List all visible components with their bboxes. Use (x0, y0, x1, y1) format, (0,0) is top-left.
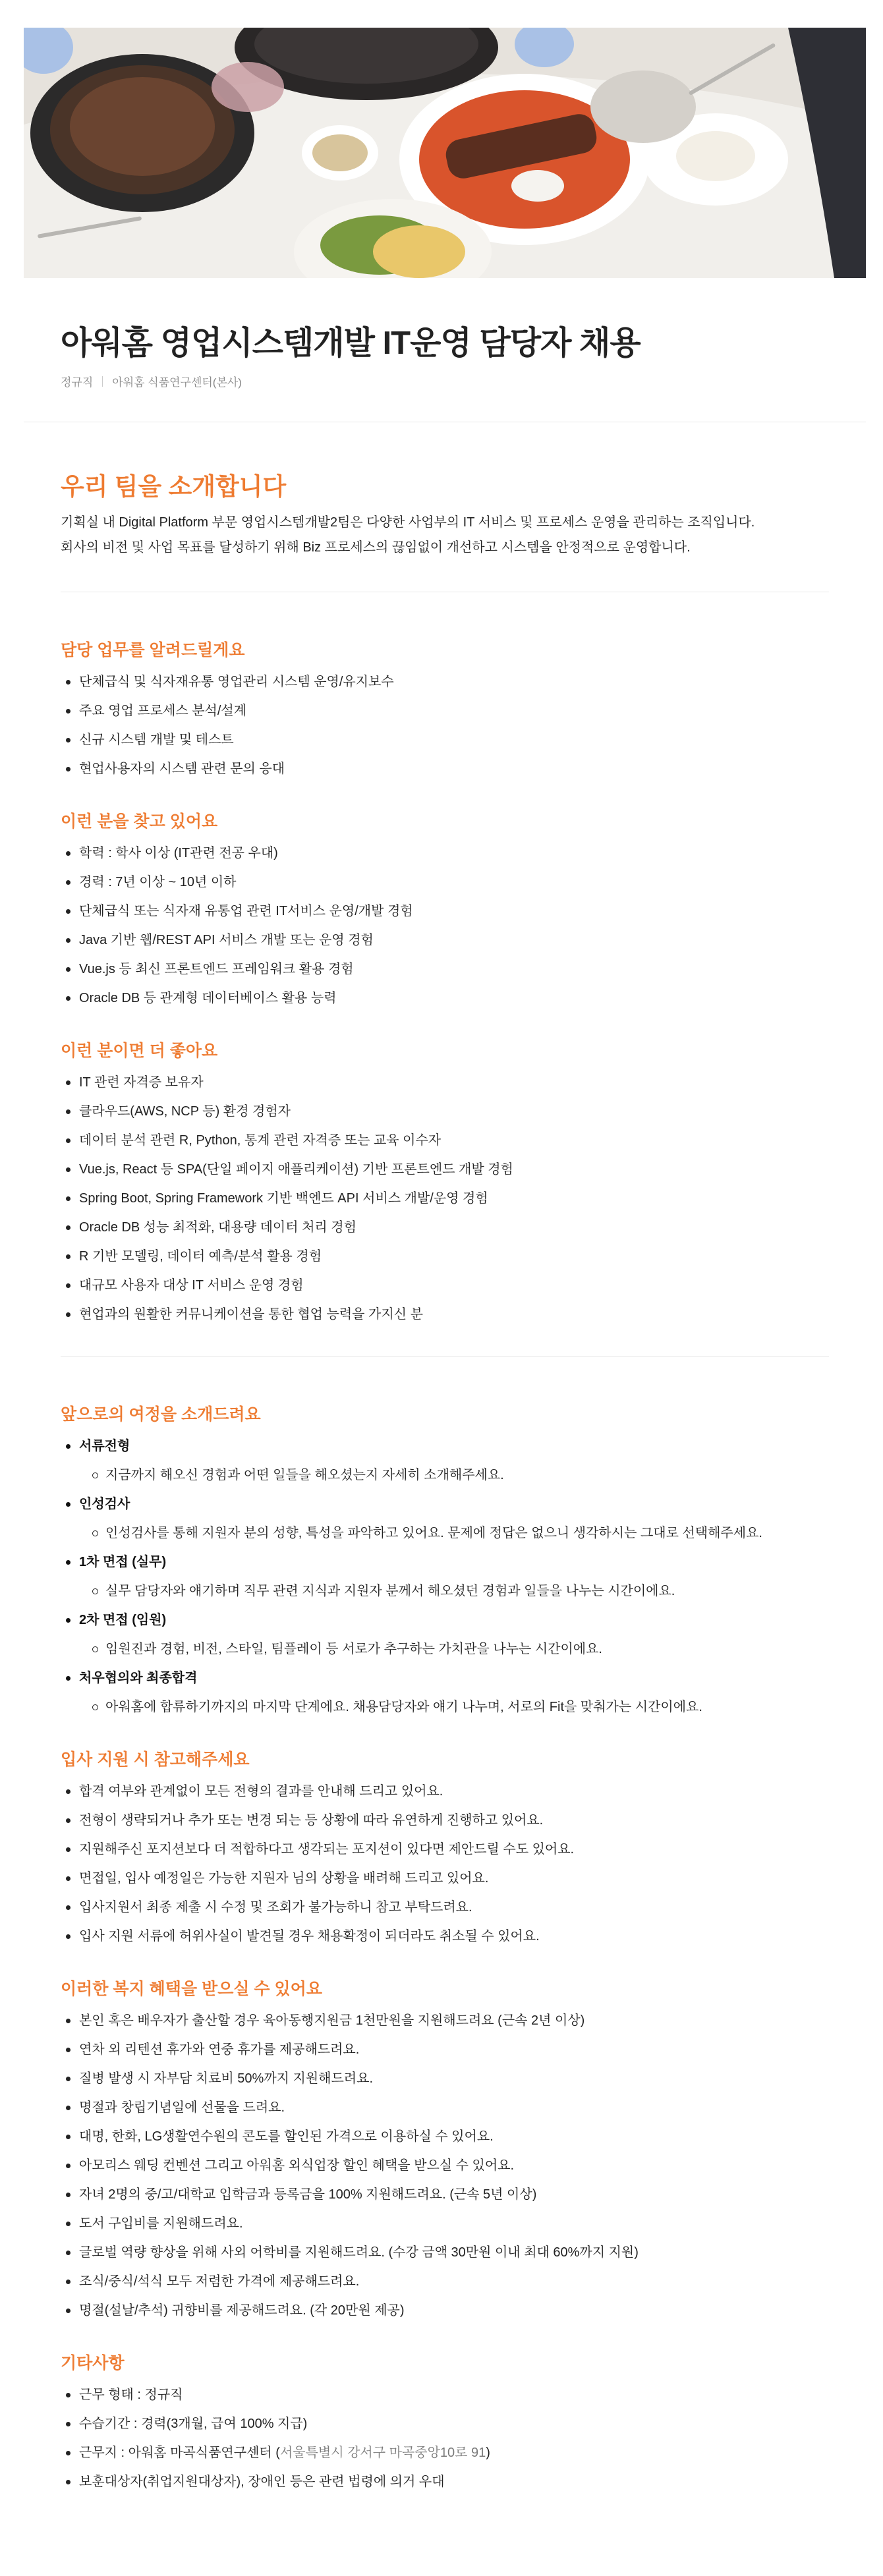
notes-list (61, 1777, 574, 1951)
process-step-desc: 실무 담당자와 얘기하며 직무 관련 지식과 지원자 분께서 해오셨던 경험과 일들을 나누는 시간이에요. (61, 1577, 762, 1606)
list-item: 자녀 2명의 중/고/대학교 입학금과 등록금을 100% 지원해드려요. (근속 5년 이상) (61, 2180, 639, 2209)
preferred-list (61, 1068, 513, 1329)
list-item: Spring Boot, Spring Framework 기반 백엔드 API 서비스 개발/운영 경험 (61, 1184, 513, 1213)
job-meta (61, 373, 242, 389)
list-item: IT 관련 자격증 보유자 (61, 1068, 513, 1097)
workplace-label: 근무지 : 아워홈 마곡식품연구센터 ( (79, 2446, 280, 2460)
list-item: R 기반 모델링, 데이터 예측/분석 활용 경험 (61, 1242, 513, 1271)
preferred-heading: 이런 분이면 더 좋아요 (61, 1042, 218, 1060)
work-type: 근무 형태 : 정규직 (61, 2380, 490, 2409)
other-heading: 기타사항 (61, 2354, 125, 2372)
intro-heading: 우리 팀을 소개합니다 (61, 473, 287, 500)
list-item: 전형이 생략되거나 추가 또는 변경 되는 등 상황에 따라 유연하게 진행하고 있어요. (61, 1806, 574, 1835)
list-item: 질병 발생 시 자부담 치료비 50%까지 지원해드려요. (61, 2064, 639, 2093)
page-title: 아워홈 영업시스템개발 IT운영 담당자 채용 (61, 325, 641, 361)
workplace (61, 2438, 490, 2467)
process-steps (61, 1432, 762, 1722)
list-item: 입사 지원 서류에 허위사실이 발견될 경우 채용확정이 되더라도 취소될 수 있어요. (61, 1922, 574, 1951)
benefits-list (61, 2006, 639, 2325)
list-item: 주요 영업 프로세스 분석/설계 (61, 696, 394, 725)
process-step-desc: 인성검사를 통해 지원자 분의 성향, 특성을 파악하고 있어요. 문제에 정답은 없으니 생각하시는 그대로 선택해주세요. (61, 1519, 762, 1548)
list-item: 연차 외 리텐션 휴가와 연중 휴가를 제공해드려요. (61, 2035, 639, 2064)
list-item: 대규모 사용자 대상 IT 서비스 운영 경험 (61, 1271, 513, 1300)
process-step-title: 인성검사 (61, 1490, 762, 1519)
list-item: 데이터 분석 관련 R, Python, 통계 관련 자격증 또는 교육 이수자 (61, 1126, 513, 1155)
workplace-close: ) (486, 2446, 490, 2460)
list-item: 단체급식 및 식자재유통 영업관리 시스템 운영/유지보수 (61, 667, 394, 696)
process-step-desc: 아워홈에 합류하기까지의 마지막 단계에요. 채용담당자와 얘기 나누며, 서로의 Fit을 맞춰가는 시간이에요. (61, 1693, 762, 1722)
duties-list (61, 667, 394, 783)
hero-image (24, 28, 866, 278)
section-divider (61, 1356, 829, 1357)
list-item: 본인 혹은 배우자가 출산할 경우 육아동행지원금 1천만원을 지원해드려요 (근속 2년 이상) (61, 2006, 639, 2035)
list-item: 명절(설날/추석) 귀향비를 제공해드려요. (각 20만원 제공) (61, 2296, 639, 2325)
list-item: 합격 여부와 관계없이 모든 전형의 결과를 안내해 드리고 있어요. (61, 1777, 574, 1806)
list-item: 클라우드(AWS, NCP 등) 환경 경험자 (61, 1097, 513, 1126)
process-step-desc: 지금까지 해오신 경험과 어떤 일들을 해오셨는지 자세히 소개해주세요. (61, 1461, 762, 1490)
list-item: 아모리스 웨딩 컨벤션 그리고 아워홈 외식업장 할인 혜택을 받으실 수 있어요. (61, 2151, 639, 2180)
process-step-title: 서류전형 (61, 1432, 762, 1461)
duties-heading: 담당 업무를 알려드릴게요 (61, 641, 245, 659)
list-item: 지원해주신 포지션보다 더 적합하다고 생각되는 포지션이 있다면 제안드릴 수도 있어요. (61, 1835, 574, 1864)
requirements-list (61, 839, 413, 1013)
list-item: 명절과 창립기념일에 선물을 드려요. (61, 2093, 639, 2122)
list-item: Vue.js, React 등 SPA(단일 페이지 애플리케이션) 기반 프론트엔드 개발 경험 (61, 1155, 513, 1184)
list-item: 현업사용자의 시스템 관련 문의 응대 (61, 754, 394, 783)
list-item: Vue.js 등 최신 프론트엔드 프레임워크 활용 경험 (61, 955, 413, 984)
workplace-address: 서울특별시 강서구 마곡중앙10로 91 (279, 2446, 486, 2460)
list-item: 입사지원서 최종 제출 시 수정 및 조회가 불가능하니 참고 부탁드려요. (61, 1893, 574, 1922)
list-item: 학력 : 학사 이상 (IT관련 전공 우대) (61, 839, 413, 868)
job-location: 아워홈 식품연구센터(본사) (112, 376, 242, 389)
requirements-heading: 이런 분을 찾고 있어요 (61, 812, 218, 831)
benefits-heading: 이러한 복지 혜택을 받으실 수 있어요 (61, 1980, 322, 1998)
intro-line: 회사의 비전 및 사업 목표를 달성하기 위해 Biz 프로세스의 끊임없이 개선하고 시스템을 안정적으로 운영합니다. (61, 540, 691, 555)
list-item: Oracle DB 성능 최적화, 대용량 데이터 처리 경험 (61, 1213, 513, 1242)
process-step-title: 1차 면접 (실무) (61, 1548, 762, 1577)
list-item: 면접일, 입사 예정일은 가능한 지원자 님의 상황을 배려해 드리고 있어요. (61, 1864, 574, 1893)
list-item: 글로벌 역량 향상을 위해 사외 어학비를 지원해드려요. (수강 금액 30만원 이내 최대 60%까지 지원) (61, 2238, 639, 2267)
veterans-note: 보훈대상자(취업지원대상자), 장애인 등은 관련 법령에 의거 우대 (61, 2467, 490, 2496)
list-item: 현업과의 원활한 커뮤니케이션을 통한 협업 능력을 가지신 분 (61, 1300, 513, 1329)
list-item: 경력 : 7년 이상 ~ 10년 이하 (61, 868, 413, 897)
process-step-title: 처우협의와 최종합격 (61, 1664, 762, 1693)
list-item: 대명, 한화, LG생활연수원의 콘도를 할인된 가격으로 이용하실 수 있어요. (61, 2122, 639, 2151)
process-step-desc: 임원진과 경험, 비전, 스타일, 팀플레이 등 서로가 추구하는 가치관을 나누는 시간이에요. (61, 1635, 762, 1664)
notes-heading: 입사 지원 시 참고해주세요 (61, 1750, 250, 1769)
other-list (61, 2380, 490, 2496)
list-item: Oracle DB 등 관계형 데이터베이스 활용 능력 (61, 984, 413, 1013)
process-step-title: 2차 면접 (임원) (61, 1606, 762, 1635)
list-item: 조식/중식/석식 모두 저렴한 가격에 제공해드려요. (61, 2267, 639, 2296)
list-item: 단체급식 또는 식자재 유통업 관련 IT서비스 운영/개발 경험 (61, 897, 413, 926)
list-item: 신규 시스템 개발 및 테스트 (61, 725, 394, 754)
intro-text (61, 510, 755, 560)
list-item: Java 기반 웹/REST API 서비스 개발 또는 운영 경험 (61, 926, 413, 955)
probation: 수습기간 : 경력(3개월, 급여 100% 지급) (61, 2409, 490, 2438)
intro-line: 기획실 내 Digital Platform 부문 영업시스템개발2팀은 다양한 사업부의 IT 서비스 및 프로세스 운영을 관리하는 조직입니다. (61, 515, 755, 530)
meta-divider (102, 376, 103, 387)
employment-type: 정규직 (61, 376, 94, 389)
list-item: 도서 구입비를 지원해드려요. (61, 2209, 639, 2238)
food-photo-illustration (24, 28, 866, 278)
process-heading: 앞으로의 여정을 소개드려요 (61, 1405, 261, 1424)
